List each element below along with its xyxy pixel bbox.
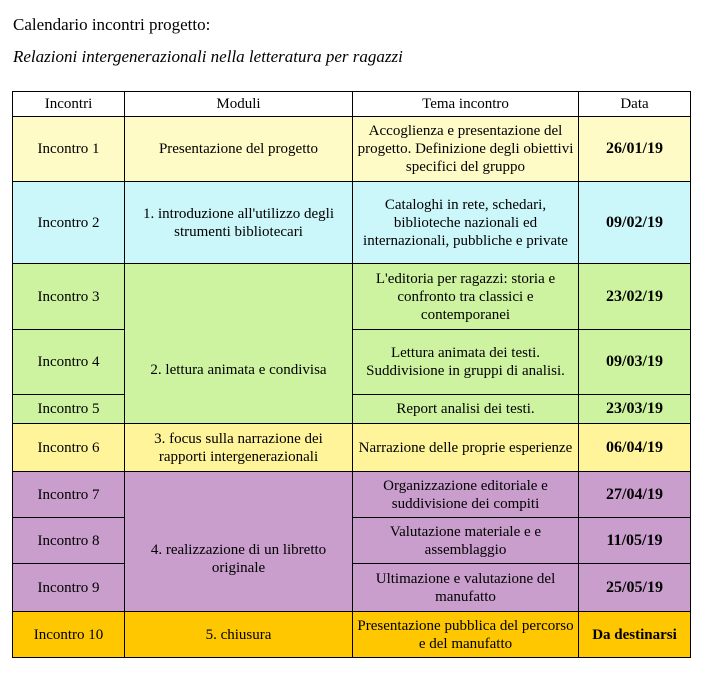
page-title: Calendario incontri progetto: bbox=[13, 15, 211, 34]
table-row bbox=[13, 117, 691, 182]
incontro-cell: Incontro 8 bbox=[13, 518, 125, 564]
incontro-cell: Incontro 6 bbox=[13, 424, 125, 472]
data-cell: 09/02/19 bbox=[579, 182, 691, 264]
incontro-cell: Incontro 5 bbox=[13, 395, 125, 424]
data-cell: 23/02/19 bbox=[579, 264, 691, 330]
tema-cell: Cataloghi in rete, schedari, biblioteche nazionali ed internazionali, pubbliche e private bbox=[353, 182, 579, 264]
tema-cell: Accoglienza e presentazione del progetto. Definizione degli obiettivi specifici del gruppo bbox=[353, 117, 579, 182]
header-incontri: Incontri bbox=[13, 92, 125, 117]
calendar-table bbox=[12, 91, 691, 658]
modulo-cell: 5. chiusura bbox=[125, 612, 353, 658]
tema-cell: Lettura animata dei testi. Suddivisione in gruppi di analisi. bbox=[353, 330, 579, 395]
data-cell: 11/05/19 bbox=[579, 518, 691, 564]
incontro-cell: Incontro 9 bbox=[13, 564, 125, 612]
table-header-row bbox=[13, 92, 691, 117]
header-moduli: Moduli bbox=[125, 92, 353, 117]
header-tema: Tema incontro bbox=[353, 92, 579, 117]
data-cell: 06/04/19 bbox=[579, 424, 691, 472]
tema-cell: Presentazione pubblica del percorso e del manufatto bbox=[353, 612, 579, 658]
tema-cell: Narrazione delle proprie esperienze bbox=[353, 424, 579, 472]
modulo-cell: Presentazione del progetto bbox=[125, 117, 353, 182]
incontro-cell: Incontro 4 bbox=[13, 330, 125, 395]
data-cell: Da destinarsi bbox=[579, 612, 691, 658]
page-subtitle: Relazioni intergenerazionali nella letteratura per ragazzi bbox=[13, 47, 403, 66]
table-row bbox=[13, 264, 691, 330]
incontro-cell: Incontro 1 bbox=[13, 117, 125, 182]
incontro-cell: Incontro 2 bbox=[13, 182, 125, 264]
data-cell: 23/03/19 bbox=[579, 395, 691, 424]
incontro-cell: Incontro 10 bbox=[13, 612, 125, 658]
incontro-cell: Incontro 7 bbox=[13, 472, 125, 518]
modulo-cell: 3. focus sulla narrazione dei rapporti intergenerazionali bbox=[125, 424, 353, 472]
modulo-cell bbox=[125, 264, 353, 424]
data-cell: 25/05/19 bbox=[579, 564, 691, 612]
incontro-cell: Incontro 3 bbox=[13, 264, 125, 330]
header-data: Data bbox=[579, 92, 691, 117]
modulo-text: 4. realizzazione di un libretto originale bbox=[150, 541, 327, 576]
modulo-cell: 1. introduzione all'utilizzo degli strumenti bibliotecari bbox=[125, 182, 353, 264]
tema-cell: Report analisi dei testi. bbox=[353, 395, 579, 424]
data-cell: 27/04/19 bbox=[579, 472, 691, 518]
tema-cell: Organizzazione editoriale e suddivisione dei compiti bbox=[353, 472, 579, 518]
tema-cell: L'editoria per ragazzi: storia e confronto tra classici e contemporanei bbox=[353, 264, 579, 330]
table-row bbox=[13, 472, 691, 518]
data-cell: 09/03/19 bbox=[579, 330, 691, 395]
table-row bbox=[13, 612, 691, 658]
data-cell: 26/01/19 bbox=[579, 117, 691, 182]
modulo-cell bbox=[125, 472, 353, 612]
modulo-text: 2. lettura animata e condivisa bbox=[150, 361, 327, 378]
tema-cell: Ultimazione e valutazione del manufatto bbox=[353, 564, 579, 612]
tema-cell: Valutazione materiale e e assemblaggio bbox=[353, 518, 579, 564]
table-row bbox=[13, 182, 691, 264]
table-row bbox=[13, 424, 691, 472]
